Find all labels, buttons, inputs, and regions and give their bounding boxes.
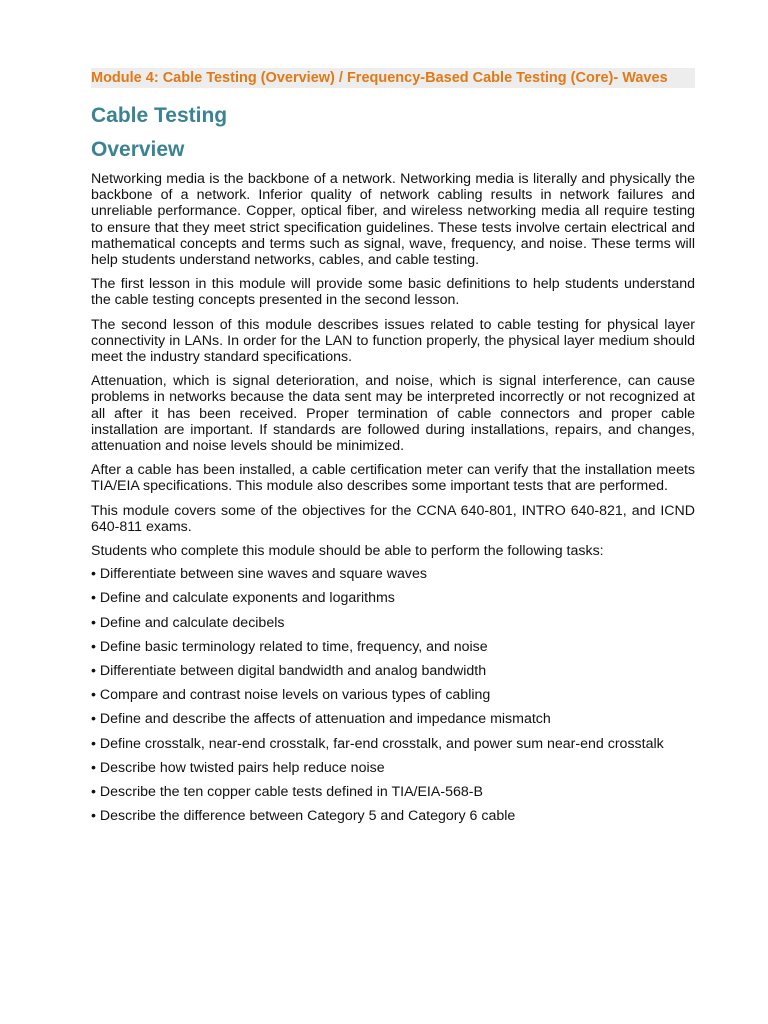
page-title: Cable Testing (91, 104, 228, 127)
list-item: • Differentiate between sine waves and square waves (91, 566, 427, 583)
paragraph-attenuation: Attenuation, which is signal deterioration, and noise, which is signal interference, can cause problems in networks because the data sent may be interpreted incorrectly or not recognized at all after it has been received. Proper termination of cable connectors and proper cable installation are important. If standards are followed during installations, repairs, and changes, attenuation and noise levels should be minimized. (91, 373, 695, 455)
section-heading-overview: Overview (91, 138, 185, 161)
document-page (91, 68, 695, 833)
paragraph-intro: Networking media is the backbone of a network. Networking media is literally and physically the backbone of a network. Inferior quality of network cabling results in network failures and unreliable performance. Copper, optical fiber, and wireless networking media all require testing to ensure that they meet strict specification guidelines. These tests involve certain electrical and mathematical concepts and terms such as signal, wave, frequency, and noise. These terms will help students understand networks, cables, and cable testing. (91, 171, 695, 269)
list-item: • Define crosstalk, near-end crosstalk, far-end crosstalk, and power sum near-end crosstalk (91, 735, 664, 752)
paragraph-first-lesson: The first lesson in this module will provide some basic definitions to help students understand the cable testing concepts presented in the second lesson. (91, 276, 695, 309)
list-item: • Define and calculate decibels (91, 614, 285, 631)
list-item: • Describe how twisted pairs help reduce noise (91, 759, 385, 776)
paragraph-certification: After a cable has been installed, a cable certification meter can verify that the installation meets TIA/EIA specifications. This module also describes some important tests that are performed. (91, 462, 695, 495)
list-item: • Define and describe the affects of attenuation and impedance mismatch (91, 711, 551, 728)
list-item: • Compare and contrast noise levels on various types of cabling (91, 687, 491, 704)
task-list (91, 566, 695, 824)
paragraph-second-lesson: The second lesson of this module describes issues related to cable testing for physical layer connectivity in LANs. In order for the LAN to function properly, the physical layer medium should meet the industry standard specifications. (91, 316, 695, 366)
list-item: • Describe the difference between Category 5 and Category 6 cable (91, 808, 516, 825)
paragraph-tasks-intro: Students who complete this module should be able to perform the following tasks: (91, 543, 604, 560)
list-item: • Define and calculate exponents and logarithms (91, 590, 395, 607)
list-item: • Describe the ten copper cable tests defined in TIA/EIA-568-B (91, 784, 483, 801)
list-item: • Define basic terminology related to time, frequency, and noise (91, 638, 488, 655)
module-banner: Module 4: Cable Testing (Overview) / Frequency-Based Cable Testing (Core)- Waves (91, 68, 695, 88)
list-item: • Differentiate between digital bandwidth and analog bandwidth (91, 663, 487, 680)
paragraph-objectives: This module covers some of the objectives for the CCNA 640-801, INTRO 640-821, and ICND 640-811 exams. (91, 502, 695, 535)
